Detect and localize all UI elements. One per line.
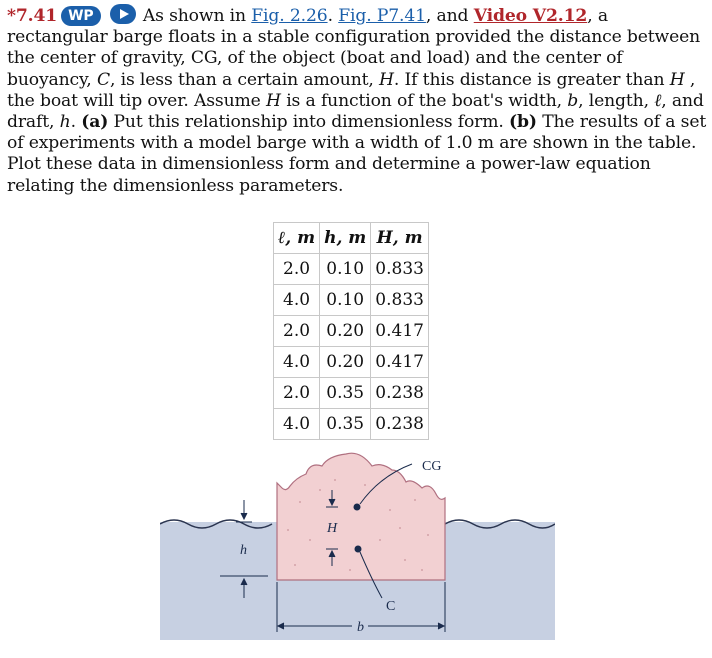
data-table xyxy=(273,222,429,440)
separator: . xyxy=(327,6,333,26)
width-label: b xyxy=(357,620,364,635)
table-cell: 0.20 xyxy=(320,316,371,347)
table-row xyxy=(274,316,429,347)
h-upper-label: H xyxy=(327,521,338,536)
table-header-row xyxy=(274,223,429,254)
header-length: ℓ, m xyxy=(274,223,320,254)
table-cell: 0.833 xyxy=(371,254,429,285)
part-a-label: (a) xyxy=(81,112,109,133)
table-cell: 0.20 xyxy=(320,347,371,378)
problem-statement xyxy=(7,4,708,197)
header-distance: H, m xyxy=(371,223,429,254)
table-cell: 0.10 xyxy=(320,254,371,285)
var-c: C xyxy=(96,69,110,90)
comma-text: , a xyxy=(587,6,608,26)
table-cell: 4.0 xyxy=(274,285,320,316)
table-row xyxy=(274,254,429,285)
var-h-upper-2: H xyxy=(669,69,685,90)
c-point xyxy=(355,546,362,553)
text-8: . xyxy=(70,112,76,133)
text-10: The results of a set of experiments with a model barge with a width of 1.0 m are shown in the table. Plot these data in dimensionless form and determine a power-law equation relating the dimensionless parameters. xyxy=(7,112,707,196)
table-row xyxy=(274,285,429,316)
barge-figure xyxy=(160,440,555,640)
barge-body xyxy=(277,453,445,580)
cg-label: CG xyxy=(422,459,442,474)
text-3: . If this distance is greater than xyxy=(393,69,665,90)
text-5: is a function of the boat's width, xyxy=(286,90,562,111)
var-h-upper-3: H xyxy=(266,90,281,111)
cg-point xyxy=(354,504,361,511)
table-cell: 0.35 xyxy=(320,378,371,409)
text-4: , the boat will tip over. Assume xyxy=(7,69,696,111)
var-h-upper: H xyxy=(379,69,394,90)
text-9: Put this relationship into dimensionless form. xyxy=(113,112,504,133)
wp-badge[interactable]: WP xyxy=(61,6,100,26)
table-cell: 0.35 xyxy=(320,409,371,440)
table-cell: 0.417 xyxy=(371,347,429,378)
text-6: , length, xyxy=(578,90,649,111)
part-b-label: (b) xyxy=(509,112,537,133)
table-cell: 0.238 xyxy=(371,409,429,440)
table-cell: 2.0 xyxy=(274,316,320,347)
text-1: rectangular barge floats in a stable configuration provided the distance between the center of gravity, CG, of the object (boat and load) and the center of buoyancy, xyxy=(7,27,701,90)
and-text: , and xyxy=(425,6,469,26)
c-label: C xyxy=(386,599,396,614)
var-l: ℓ xyxy=(654,90,662,111)
table-cell: 2.0 xyxy=(274,378,320,409)
table-cell: 2.0 xyxy=(274,254,320,285)
table-row xyxy=(274,409,429,440)
var-h-lower: h xyxy=(59,112,71,133)
table-cell: 4.0 xyxy=(274,347,320,378)
table-cell: 0.238 xyxy=(371,378,429,409)
video-v2-12-link[interactable]: Video V2.12 xyxy=(473,6,588,26)
table-cell: 0.833 xyxy=(371,285,429,316)
var-b: b xyxy=(567,90,579,111)
figure-p7-41-link[interactable]: Fig. P7.41 xyxy=(338,6,426,26)
table-cell: 4.0 xyxy=(274,409,320,440)
figure-2-26-link[interactable]: Fig. 2.26 xyxy=(251,6,328,26)
draft-label: h xyxy=(240,543,247,558)
video-play-icon[interactable] xyxy=(110,4,136,24)
text-7: , and draft, xyxy=(7,90,704,133)
table-cell: 0.10 xyxy=(320,285,371,316)
table-row xyxy=(274,347,429,378)
intro-text: As shown in xyxy=(142,6,246,26)
text-2: , is less than a certain amount, xyxy=(109,69,374,90)
table-cell: 0.417 xyxy=(371,316,429,347)
table-row xyxy=(274,378,429,409)
header-draft: h, m xyxy=(320,223,371,254)
problem-number: *7.41 xyxy=(7,6,58,26)
